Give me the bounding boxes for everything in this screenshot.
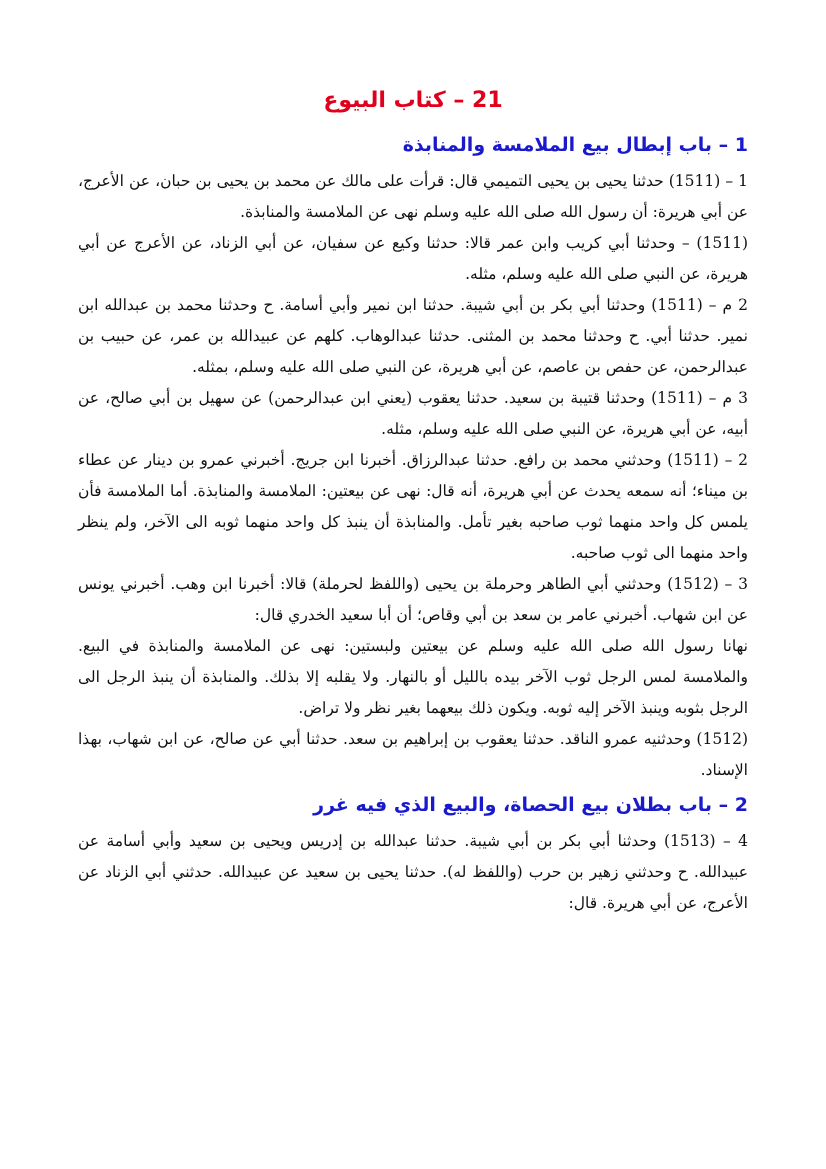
hadith-paragraph: 3 م – (1511) وحدثنا قتيبة بن سعيد. حدثنا يعقوب (يعني ابن عبدالرحمن) عن سهيل بن أبي صالح، عن أبيه، عن أبي هريرة، عن النبي صلى الله عليه وسلم، مثله. (78, 389, 748, 438)
chapter-title: 2 – باب بطلان بيع الحصاة، والبيع الذي فيه غرر (313, 794, 748, 816)
hadith-paragraph: 2 م – (1511) وحدثنا أبي بكر بن أبي شيبة. حدثنا ابن نمير وأبي أسامة. ح وحدثنا محمد بن عبدالله ابن نمير. حدثنا أبي. ح وحدثنا محمد بن المثنى. حدثنا عبدالوهاب. كلهم عن عبيدالله بن عمر، عن حبيب بن عبدالرحمن، عن حفص بن عاصم، عن أبي هريرة، عن النبي صلى الله عليه وسلم، بمثله. (78, 296, 748, 376)
chapter-2 (78, 788, 748, 919)
chapter-title: 1 – باب إبطال بيع الملامسة والمنابذة (402, 134, 748, 156)
hadith-paragraph: نهانا رسول الله صلى الله عليه وسلم عن بيعتين ولبستين: نهى عن الملامسة والمنابذة في البيع. والملامسة لمس الرجل ثوب الآخر بيده بالليل أو بالنهار. ولا يقلبه إلا بذلك. والمنابذة أن ينبذ الرجل الى الرجل بثوبه وينبذ الآخر إليه ثوبه. ويكون ذلك بيعهما بغير نظر ولا تراض. (78, 637, 748, 717)
hadith-paragraph: 1 – (1511) حدثنا يحيى بن يحيى التميمي قال: قرأت على مالك عن محمد بن يحيى بن حبان، عن الأعرج، عن أبي هريرة: أن رسول الله صلى الله عليه وسلم نهى عن الملامسة والمنابذة. (78, 172, 748, 221)
hadith-paragraph: (1512) وحدثنيه عمرو الناقد. حدثنا يعقوب بن إبراهيم بن سعد. حدثنا أبي عن صالح، عن ابن شهاب، بهذا الإسناد. (78, 730, 748, 779)
book-title: 21 – كتاب البيوع (323, 88, 503, 113)
hadith-paragraph: (1511) – وحدثنا أبي كريب وابن عمر قالا: حدثنا وكيع عن سفيان، عن أبي الزناد، عن الأعرج عن أبي هريرة، عن النبي صلى الله عليه وسلم، مثله. (78, 234, 748, 283)
hadith-paragraph: 2 – (1511) وحدثني محمد بن رافع. حدثنا عبدالرزاق. أخبرنا ابن جريج. أخبرني عمرو بن دينار عن عطاء بن ميناء؛ أنه سمعه يحدث عن أبي هريرة، أنه قال: نهى عن بيعتين: الملامسة والمنابذة. أما الملامسة فأن يلمس كل واحد منهما ثوب صاحبه بغير تأمل. والمنابذة أن ينبذ كل واحد منهما ثوبه الى الآخر، ولم ينظر واحد منهما الى ثوب صاحبه. (78, 451, 748, 562)
chapter-1 (78, 128, 748, 786)
hadith-paragraph: 3 – (1512) وحدثني أبي الطاهر وحرملة بن يحيى (واللفظ لحرملة) قالا: أخبرنا ابن وهب. أخبرني يونس عن ابن شهاب. أخبرني عامر بن سعد بن أبي وقاص؛ أن أبا سعيد الخدري قال: (78, 575, 748, 624)
hadith-paragraph: 4 – (1513) وحدثنا أبي بكر بن أبي شيبة. حدثنا عبدالله بن إدريس ويحيى بن سعيد وأبي أسامة عن عبيدالله. ح وحدثني زهير بن حرب (واللفظ له). حدثنا يحيى بن سعيد عن عبيدالله. حدثني أبي الزناد عن الأعرج، عن أبي هريرة. قال: (78, 832, 748, 912)
